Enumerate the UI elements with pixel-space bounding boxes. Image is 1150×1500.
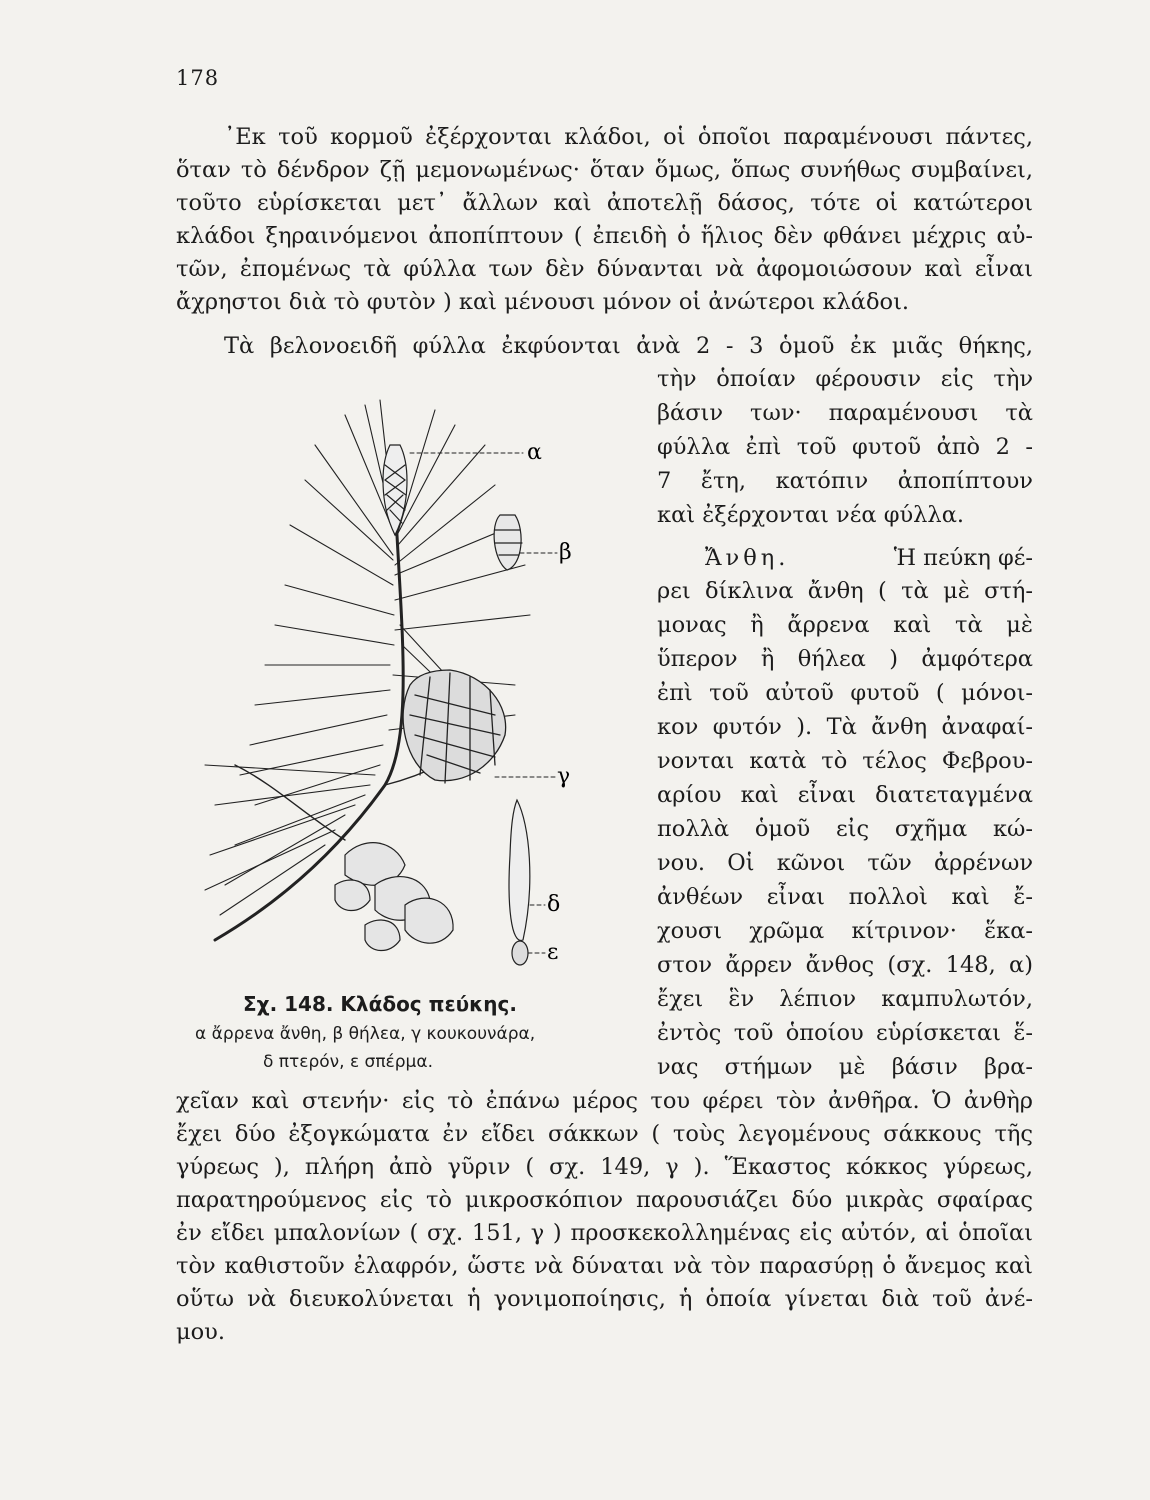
- text-line: τὴν ὁποίαν φέρουσιν εἰς τὴν: [657, 366, 1033, 392]
- text-line: ὅταν τὸ δένδρον ζῇ μεμονωμένως· ὅταν ὅμως, ὅπως συνήθως συμβαίνει,: [176, 157, 1033, 183]
- text-line: μονας ἢ ἄρρενα καὶ τὰ μὲ: [657, 612, 1033, 638]
- text-line: ἐντὸς τοῦ ὁποίου εὑρίσκεται ἕ-: [657, 1020, 1033, 1046]
- text-line: τοῦτο εὑρίσκεται μετ᾿ ἄλλων καὶ ἀποτελῇ δάσος, τότε οἱ κατώτεροι: [176, 190, 1033, 216]
- figure-caption-line: δ πτερόν, ε σπέρμα.: [263, 1052, 433, 1072]
- text-line: Ἡ πεύκη φέ-: [893, 545, 1033, 571]
- text-line: βάσιν των· παραμένουσι τὰ: [657, 400, 1033, 426]
- text-line: καὶ ἐξέρχονται νέα φύλλα.: [657, 502, 965, 528]
- pine-branch-illustration: [195, 385, 655, 1000]
- figure-label-a: α: [527, 440, 542, 465]
- text-line: νου. Οἱ κῶνοι τῶν ἀρρένων: [657, 850, 1033, 876]
- text-line: νας στήμων μὲ βάσιν βρα-: [657, 1054, 1033, 1080]
- text-line: ἔχει δύο ἐξογκώματα ἐν εἴδει σάκκων ( τοὺς λεγομένους σάκκους τῆς: [176, 1121, 1033, 1147]
- text-line: κλάδοι ξηραινόμενοι ἀποπίπτουν ( ἐπειδὴ ὁ ἥλιος δὲν φθάνει μέχρις αὐ-: [176, 223, 1033, 249]
- text-line: ᾿Εκ τοῦ κορμοῦ ἐξέρχονται κλάδοι, οἱ ὁποῖοι παραμένουσι πάντες,: [224, 124, 1033, 150]
- text-line: στον ἄρρεν ἄνθος (σχ. 148, α): [657, 952, 1033, 978]
- text-line: ρει δίκλινα ἄνθη ( τὰ μὲ στή-: [657, 578, 1033, 604]
- text-line: τῶν, ἐπομένως τὰ φύλλα των δὲν δύνανται νὰ ἀφομοιώσουν καὶ εἶναι: [176, 256, 1033, 282]
- text-line: χεῖαν καὶ στενήν· εἰς τὸ ἐπάνω μέρος του φέρει τὸν ἀνθῆρα. Ὁ ἀνθὴρ: [176, 1088, 1033, 1114]
- text-line: οὕτω νὰ διευκολύνεται ἡ γονιμοποίησις, ἡ ὁποία γίνεται διὰ τοῦ ἀνέ-: [176, 1286, 1033, 1312]
- figure-label-d: δ: [547, 892, 561, 917]
- text-line: νονται κατὰ τὸ τέλος Φεβρου-: [657, 748, 1033, 774]
- text-line: αρίου καὶ εἶναι διατεταγμένα: [657, 782, 1033, 808]
- text-line: παρατηρούμενος εἰς τὸ μικροσκόπιον παρουσιάζει δύο μικρὰς σφαίρας: [176, 1187, 1033, 1213]
- text-line: γύρεως ), πλήρη ἀπὸ γῦριν ( σχ. 149, γ ). Ἕκαστος κόκκος γύρεως,: [176, 1154, 1033, 1180]
- text-line: ὕπερον ἢ θήλεα ) ἀμφότερα: [657, 646, 1033, 672]
- text-line: πολλὰ ὁμοῦ εἰς σχῆμα κώ-: [657, 816, 1033, 842]
- text-line: κον φυτόν ). Τὰ ἄνθη ἀναφαί-: [657, 714, 1033, 740]
- text-line: Τὰ βελονοειδῆ φύλλα ἐκφύονται ἀνὰ 2 - 3 ὁμοῦ ἐκ μιᾶς θήκης,: [224, 333, 1033, 359]
- text-line: χουσι χρῶμα κίτρινον· ἕκα-: [657, 918, 1033, 944]
- text-line: ἔχει ἓν λέπιον καμπυλωτόν,: [657, 986, 1033, 1012]
- section-heading: Ἄνθη.: [705, 545, 790, 571]
- figure-caption-line: α ἄρρενα ἄνθη, β θήλεα, γ κουκουνάρα,: [195, 1024, 536, 1044]
- text-line: ἐν εἴδει μπαλονίων ( σχ. 151, γ ) προσκεκολλημένας εἰς αὐτόν, αἱ ὁποῖαι: [176, 1220, 1033, 1246]
- figure-label-e: ε: [547, 940, 559, 965]
- figure-label-b: β: [559, 540, 572, 565]
- figure-label-c: γ: [557, 764, 571, 789]
- text-line: φύλλα ἐπὶ τοῦ φυτοῦ ἀπὸ 2 -: [657, 434, 1033, 460]
- text-line: ἐπὶ τοῦ αὐτοῦ φυτοῦ ( μόνοι-: [657, 680, 1033, 706]
- text-line: τὸν καθιστοῦν ἐλαφρόν, ὥστε νὰ δύναται νὰ τὸν παρασύρῃ ὁ ἄνεμος καὶ: [176, 1253, 1033, 1279]
- text-line: 7 ἔτη, κατόπιν ἀποπίπτουν: [657, 468, 1033, 494]
- figure-caption-title: Σχ. 148. Κλάδος πεύκης.: [243, 992, 517, 1016]
- text-line: ἄχρηστοι διὰ τὸ φυτὸν ) καὶ μένουσι μόνον οἱ ἀνώτεροι κλάδοι.: [176, 289, 910, 315]
- text-line: ἀνθέων εἶναι πολλοὶ καὶ ἔ-: [657, 884, 1033, 910]
- page-number: 178: [176, 66, 220, 90]
- text-line: μου.: [176, 1319, 225, 1345]
